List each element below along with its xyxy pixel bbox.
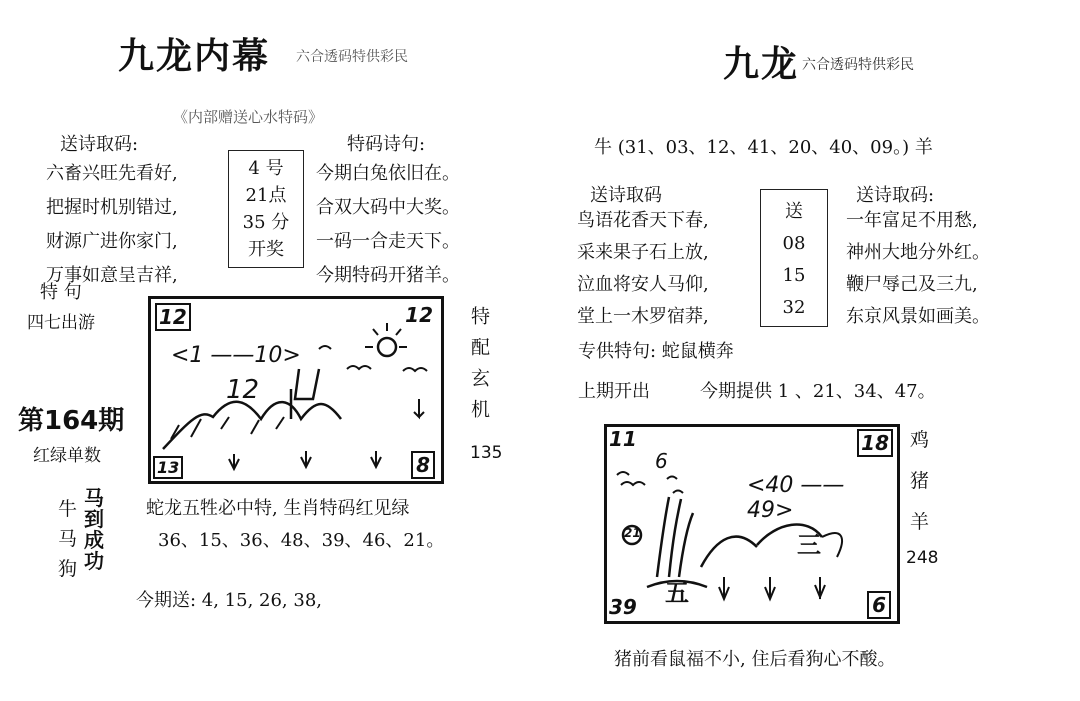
poem-line: 把握时机别错过,: [46, 197, 178, 218]
left-title: 九龙内幕: [118, 35, 271, 77]
left-rule-numbers: 36、15、36、48、39、46、21。: [158, 530, 445, 551]
poem-line: 财源广进你家门,: [46, 231, 178, 252]
left-send-today: 今期送: 4, 15, 26, 38,: [136, 590, 323, 611]
box-number: 15: [782, 265, 806, 286]
slogan-char: 功: [84, 549, 104, 573]
poem-line: 一年富足不用愁,: [846, 210, 978, 231]
right-number-box: [760, 189, 828, 327]
right-today-supply: 今期提供 1 、21、34、47。: [700, 381, 936, 402]
right-sketch-circle-note: 21: [624, 526, 641, 540]
right-send-poem-label-left: 送诗取码: [590, 185, 662, 206]
left-sketch-range-note: <1 ——10>: [171, 343, 301, 368]
poem-line: 鸟语花香天下春,: [577, 210, 709, 231]
left-sketch-corner-bl: 13: [153, 456, 183, 479]
animal-label: 狗: [58, 558, 78, 580]
right-sketch-corner-br: 6: [867, 591, 891, 619]
left-vertical-number: 135: [470, 443, 503, 463]
poem-line: 堂上一木罗宿莽,: [577, 306, 709, 327]
left-special-poem-label: 特码诗句:: [347, 134, 426, 155]
right-sketch-drawing: [607, 427, 897, 621]
left-sketch-frame: [148, 296, 444, 484]
left-sketch-number-note: 12: [226, 375, 260, 405]
right-sketch-corner-bl: 39: [609, 595, 637, 619]
poem-line: 万事如意呈吉祥,: [46, 265, 178, 286]
animal-label: 鸡: [910, 429, 930, 451]
draw-box-line: 开奖: [248, 239, 284, 260]
box-number: 送: [785, 201, 803, 222]
right-send-poem-label-right: 送诗取码:: [856, 185, 935, 206]
poem-line: 泣血将安人马仰,: [577, 274, 709, 295]
left-sketch-corner-br: 8: [411, 451, 435, 479]
right-sketch-frame: [604, 424, 900, 624]
left-poem-left: [46, 157, 178, 293]
poem-line: 神州大地分外红。: [846, 242, 990, 263]
left-slogan: [84, 488, 104, 572]
box-number: 08: [782, 233, 806, 254]
left-issue: 第164期: [18, 406, 125, 436]
animal-label: 羊: [910, 511, 930, 533]
draw-box-line: 21点: [245, 185, 287, 206]
right-title: 九龙: [723, 43, 800, 85]
left-sketch-corner-tl: 12: [155, 303, 191, 331]
right-exclusive: 专供特句: 蛇鼠横奔: [578, 341, 734, 362]
right-sketch-corner-tl: 11: [609, 427, 637, 451]
left-issue-note: 红绿单数: [33, 446, 101, 466]
right-poem-right: [846, 205, 990, 333]
slogan-char: 到: [84, 507, 104, 531]
right-sketch-corner-tr: 18: [857, 429, 893, 457]
poem-line: 今期特码开猪羊。: [316, 265, 460, 286]
poem-line: 合双大码中大奖。: [316, 197, 460, 218]
animal-label: 牛: [58, 498, 78, 520]
slogan-char: 马: [84, 486, 104, 510]
left-vertical-label: 特配玄机: [468, 306, 490, 430]
left-special-phrase-label: 特 句: [40, 282, 82, 303]
right-sketch-hill-note: 三: [797, 530, 821, 559]
left-draw-time-box: [228, 150, 304, 268]
right-last-issue: 上期开出: [578, 381, 650, 402]
left-sketch-drawing: [151, 299, 441, 481]
right-side-number: 248: [906, 548, 939, 568]
right-sketch-ground-note: 五: [665, 578, 689, 607]
right-footer: 猪前看鼠福不小, 住后看狗心不酸。: [614, 649, 896, 670]
animal-label: 马: [58, 528, 78, 550]
slogan-char: 成: [84, 528, 104, 552]
poem-line: 采来果子石上放,: [577, 242, 709, 263]
left-animals-col: [58, 494, 77, 584]
box-number: 32: [782, 297, 806, 318]
left-sketch-corner-tr: 12: [405, 303, 433, 327]
left-poem-right: [316, 157, 460, 293]
poem-line: 东京风景如画美。: [846, 306, 990, 327]
left-notice: 《内部赠送心水特码》: [173, 108, 324, 126]
poem-line: 六畜兴旺先看好,: [46, 163, 178, 184]
right-poem-left: [577, 205, 709, 333]
right-side-animals: [910, 420, 929, 543]
left-send-poem-label: 送诗取码:: [60, 134, 139, 155]
left-special-phrase: 四七出游: [27, 313, 95, 333]
poem-line: 一码一合走天下。: [316, 231, 460, 252]
right-sketch-range-note: <40 —— 49>: [747, 473, 845, 523]
left-rule-line: 蛇龙五牲必中特, 生肖特码红见绿: [146, 498, 410, 519]
right-sketch-number-note: 6: [655, 449, 668, 473]
draw-box-line: 4 号: [248, 158, 284, 179]
draw-box-line: 35 分: [242, 212, 290, 233]
poem-line: 鞭尸辱己及三九,: [846, 274, 978, 295]
right-title-sub: 六合透码特供彩民: [802, 57, 914, 73]
poem-line: 今期白兔依旧在。: [316, 163, 460, 184]
animal-label: 猪: [910, 470, 930, 492]
right-ox-line: 牛 (31、03、12、41、20、40、09。) 羊: [594, 137, 933, 158]
left-title-sub: 六合透码特供彩民: [296, 49, 408, 65]
